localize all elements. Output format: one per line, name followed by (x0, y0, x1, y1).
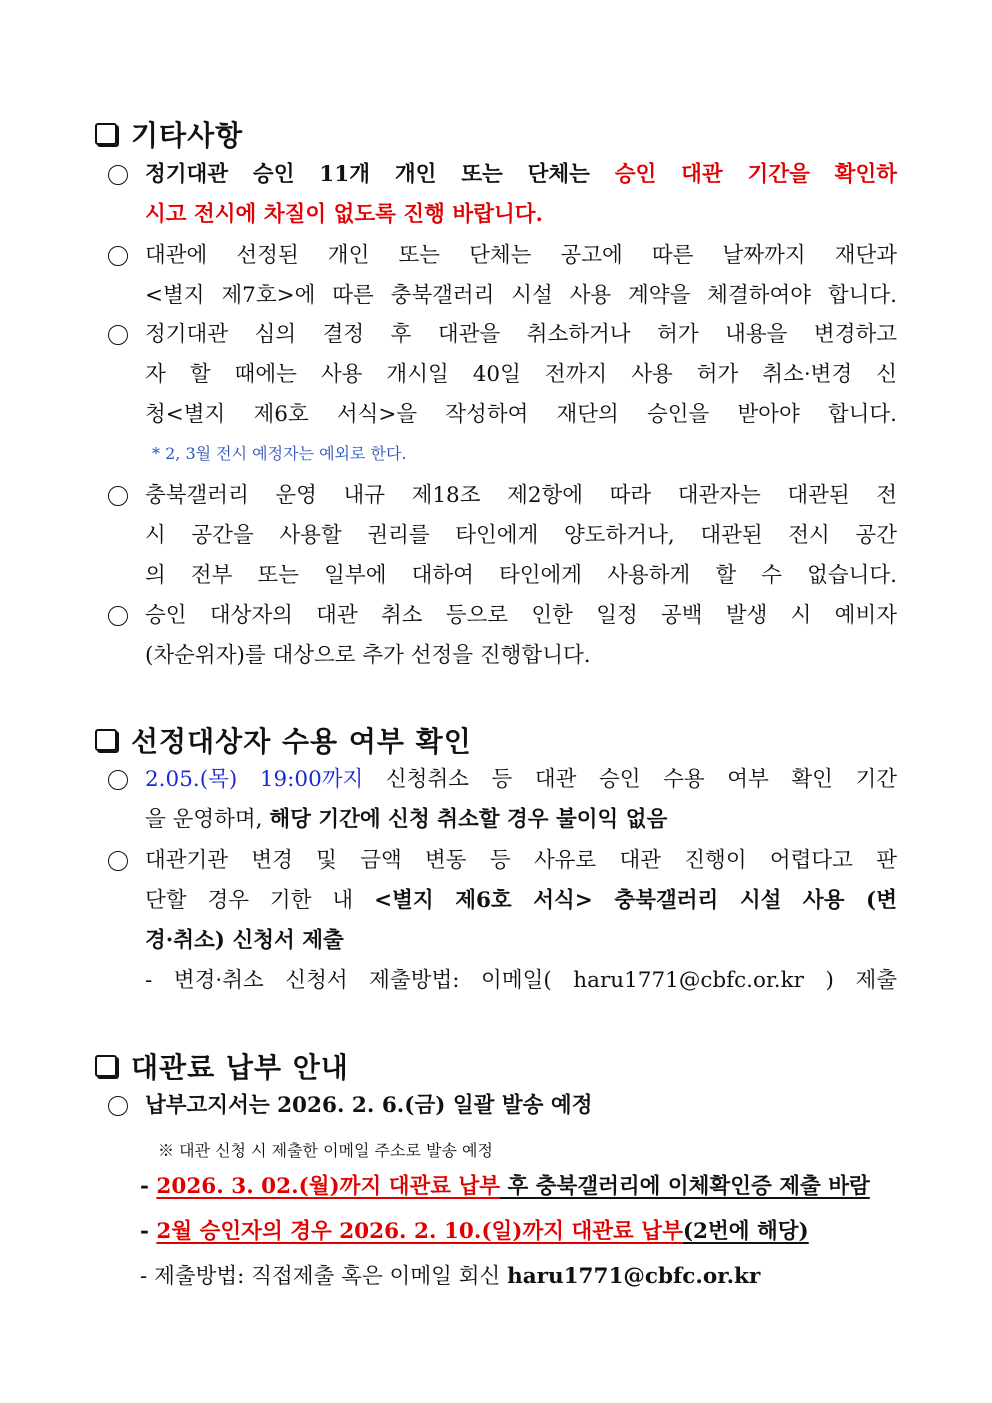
fee-deadline-text: 2월 승인자의 경우 2026. 2. 10.(일)까지 대관료 납부 (156, 1219, 683, 1244)
item-line: (차순위자)를 대상으로 추가 선정을 진행합니다. (145, 643, 591, 668)
fee-deadline-text: 2026. 3. 02.(월)까지 대관료 납부 (156, 1174, 501, 1199)
item-line: 정기대관 심의 결정 후 대관을 취소하거나 허가 내용을 변경하고 (145, 322, 897, 347)
dash-item: - 제출방법: 직접제출 혹은 이메일 회신 haru1771@cbfc.or.kr (140, 1264, 761, 1289)
item-line: 시고 전시에 차질이 없도록 진행 바랍니다. (145, 202, 543, 227)
item-text-bold: <별지 제6호 서식> 충북갤러리 시설 사용 (변 (374, 888, 897, 913)
item-line: 자 할 때에는 사용 개시일 40일 전까지 사용 허가 취소·변경 신 (145, 362, 897, 387)
item-text: 정기대관 승인 11개 개인 또는 단체는 (145, 162, 615, 187)
checkbox-square-icon (95, 1055, 117, 1077)
deadline-text: 2.05.(목) 19:00까지 (145, 767, 364, 792)
circle-bullet-icon (105, 476, 131, 516)
dash-item-text: 제출방법: 직접제출 혹은 이메일 회신 (154, 1264, 508, 1289)
item-line: 시 공간을 사용할 권리를 타인에게 양도하거나, 대관된 전시 공간 (145, 523, 897, 548)
circle-bullet-icon (105, 596, 131, 636)
circle-bullet-icon (105, 236, 131, 276)
dash-item: - 2026. 3. 02.(월)까지 대관료 납부 후 충북갤러리에 이체확인증 제출 바람 (140, 1174, 870, 1199)
item-text-bold: 해당 기간에 신청 취소할 경우 불이익 없음 (269, 807, 668, 832)
item-line: 경·취소) 신청서 제출 (145, 928, 344, 953)
circle-bullet-icon (105, 1086, 131, 1126)
dash-item: - 2월 승인자의 경우 2026. 2. 10.(일)까지 대관료 납부(2번에 해당) (140, 1219, 809, 1244)
email-address: haru1771@cbfc.or.kr (507, 1264, 761, 1289)
section-title: 기타사항 (131, 119, 244, 152)
item-line (145, 155, 897, 195)
circle-bullet-icon (105, 841, 131, 881)
item-line: 납부고지서는 2026. 2. 6.(금) 일괄 발송 예정 (145, 1093, 593, 1118)
section-heading-fee (95, 1046, 349, 1086)
circle-bullet-icon (105, 760, 131, 800)
circle-bullet-icon (105, 155, 131, 195)
footnote: * 2, 3월 전시 예정자는 예외로 한다. (152, 444, 407, 463)
item-line: 대관에 선정된 개인 또는 단체는 공고에 따른 날짜까지 재단과 (145, 243, 897, 268)
section-title: 선정대상자 수용 여부 확인 (131, 725, 472, 758)
item-line: 대관기관 변경 및 금액 변동 등 사유로 대관 진행이 어렵다고 판 (145, 848, 897, 873)
item-text: 단할 경우 기한 내 (145, 888, 375, 913)
item-line (145, 881, 897, 921)
item-line: 충북갤러리 운영 내규 제18조 제2항에 따라 대관자는 대관된 전 (145, 483, 897, 508)
item-line: 승인 대상자의 대관 취소 등으로 인한 일정 공백 발생 시 예비자 (145, 603, 897, 628)
dash-item-text: 후 충북갤러리에 이체확인증 제출 바람 (500, 1174, 870, 1199)
section-heading-acceptance (95, 720, 472, 760)
item-line: 의 전부 또는 일부에 대하여 타인에게 사용하게 할 수 없습니다. (145, 563, 897, 588)
circle-bullet-icon (105, 315, 131, 355)
section-title: 대관료 납부 안내 (131, 1051, 349, 1084)
item-text-highlight: 승인 대관 기간을 확인하 (614, 162, 897, 187)
submission-method: - 변경·취소 신청서 제출방법: 이메일( haru1771@cbfc.or.kr ) 제출 (145, 968, 897, 993)
item-line (145, 760, 897, 800)
footnote: ※ 대관 신청 시 제출한 이메일 주소로 발송 예정 (158, 1141, 493, 1160)
item-line: <별지 제7호>에 따른 충북갤러리 시설 사용 계약을 체결하여야 합니다. (145, 283, 897, 308)
checkbox-square-icon (95, 123, 117, 145)
checkbox-square-icon (95, 729, 117, 751)
section-heading-misc (95, 114, 243, 154)
dash-item-text: (2번에 해당) (682, 1219, 809, 1244)
item-text: 을 운영하며, (145, 807, 270, 832)
item-line (145, 800, 897, 840)
item-line: 청<별지 제6호 서식>을 작성하여 재단의 승인을 받아야 합니다. (145, 402, 897, 427)
item-text: 신청취소 등 대관 승인 수용 여부 확인 기간 (363, 767, 897, 792)
